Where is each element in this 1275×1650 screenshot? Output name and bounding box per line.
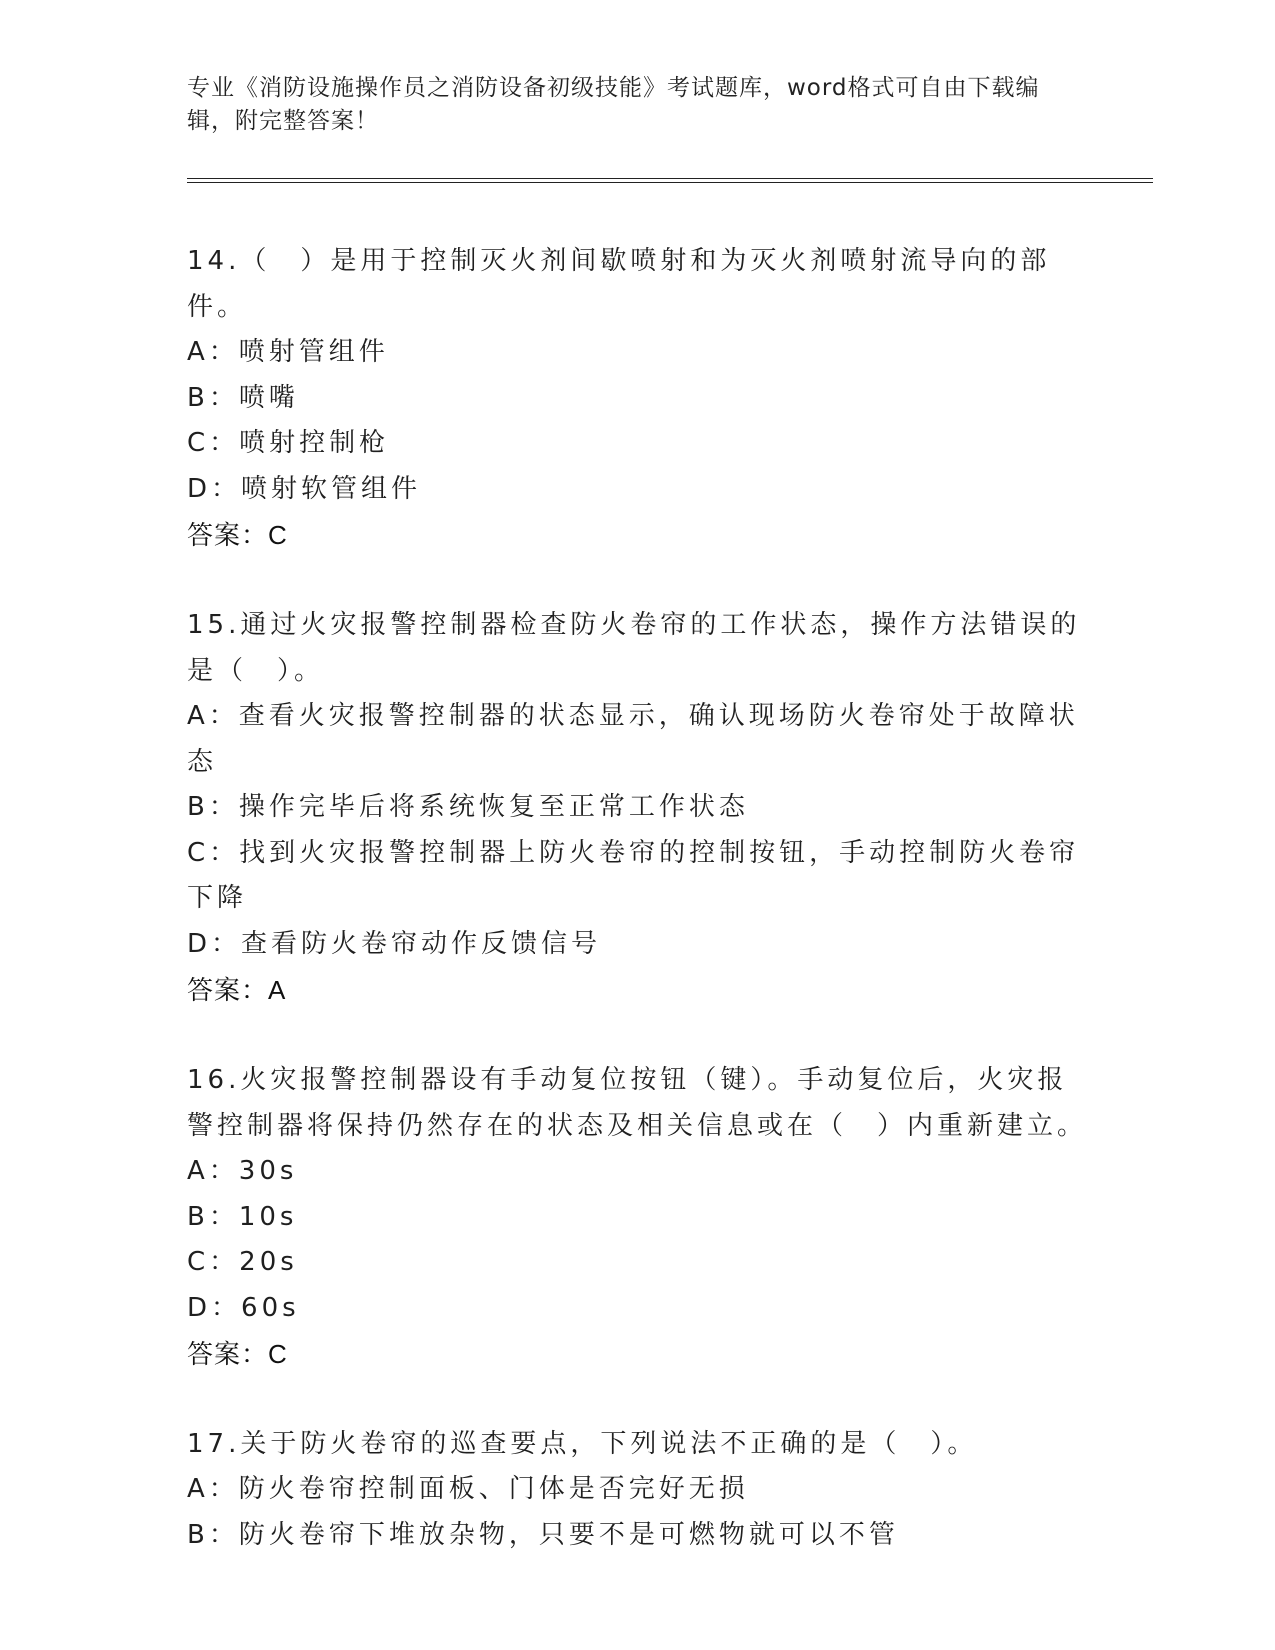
question-15: [187, 602, 1087, 1013]
option-b: B：操作完毕后将系统恢复至正常工作状态: [187, 792, 749, 822]
header-divider-top: [187, 178, 1153, 179]
option-c: C：找到火灾报警控制器上防火卷帘的控制按钮，手动控制防火卷帘下降: [187, 837, 1080, 913]
option-a: A：喷射管组件: [187, 337, 389, 367]
question-stem: 17.关于防火卷帘的巡查要点，下列说法不正确的是（ ）。: [187, 1429, 978, 1459]
question-stem: 16.火灾报警控制器设有手动复位按钮（键）。手动复位后，火灾报警控制器将保持仍然存在的状态及相关信息或在（ ）内重新建立。: [187, 1065, 1088, 1141]
option-b: B：防火卷帘下堆放杂物，只要不是可燃物就可以不管: [187, 1519, 899, 1550]
option-a: A：30s: [187, 1156, 298, 1186]
option-d: D：60s: [187, 1292, 300, 1323]
option-a: A：查看火灾报警控制器的状态显示，确认现场防火卷帘处于故障状态: [187, 701, 1079, 777]
option-b: B：喷嘴: [187, 382, 299, 413]
option-b: B：10s: [187, 1201, 298, 1232]
answer: 答案：C: [187, 1339, 288, 1369]
answer: 答案：A: [187, 975, 287, 1005]
question-14: [187, 238, 1087, 558]
header-divider-bottom: [187, 182, 1153, 183]
question-list: [187, 238, 1087, 1558]
option-d: D：查看防火卷帘动作反馈信号: [187, 928, 602, 959]
option-d: D：喷射软管组件: [187, 473, 422, 504]
question-stem: 15.通过火灾报警控制器检查防火卷帘的工作状态，操作方法错误的是（ ）。: [187, 610, 1081, 686]
question-stem: 14.（ ）是用于控制灭火剂间歇喷射和为灭火剂喷射流导向的部件。: [187, 246, 1051, 322]
question-16: [187, 1057, 1087, 1377]
answer: 答案：C: [187, 520, 288, 550]
document-intro: 专业《消防设施操作员之消防设备初级技能》考试题库，word格式可自由下载编辑，附完整答案！: [187, 75, 1040, 134]
question-17: [187, 1421, 1087, 1558]
option-c: C：喷射控制枪: [187, 428, 390, 458]
option-a: A：防火卷帘控制面板、门体是否完好无损: [187, 1474, 749, 1504]
option-c: C：20s: [187, 1247, 298, 1277]
